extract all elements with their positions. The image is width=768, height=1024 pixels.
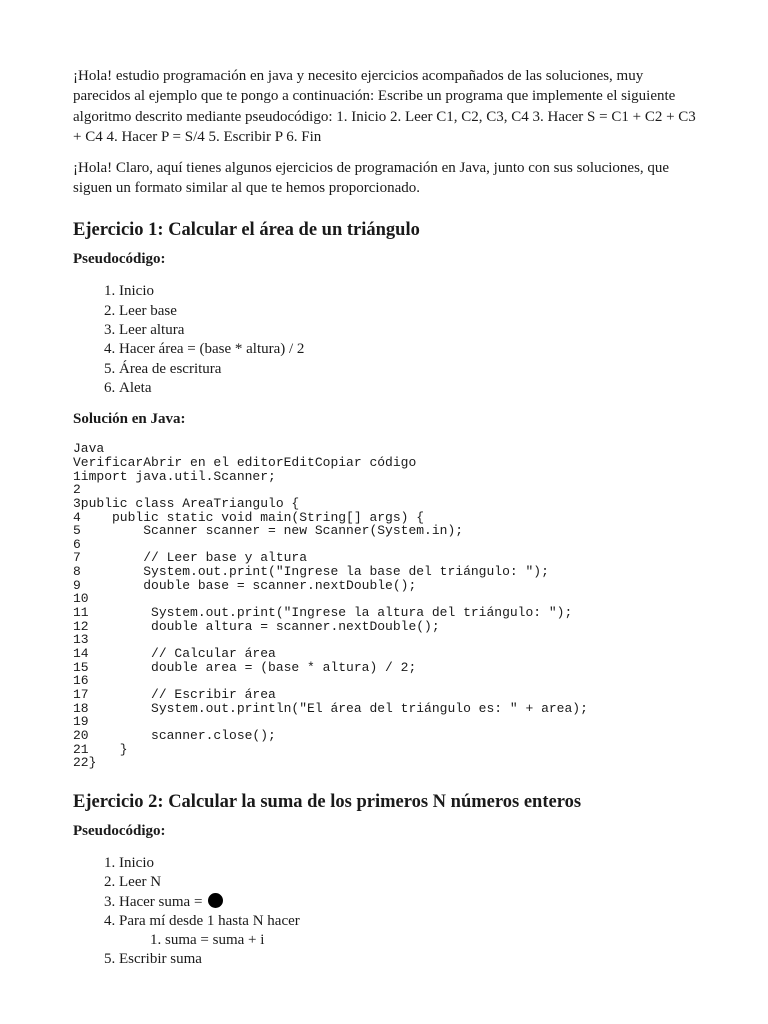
code-language-label: Java: [73, 441, 105, 457]
list-item: [119, 912, 696, 951]
code-listing: 1import java.util.Scanner; 2 3public class AreaTriangulo { 4 public static void main(String[] args) { 5 Scanner scanner = new Scanner(System.in); 6 7 // Leer base y altura 8 System.out.print("Ingrese la base del triángulo: "); 9 double base = scanner.nextDouble(); 10 11 System.out.print("Ingrese la altura del triángulo: "); 12 double altura = scanner.nextDouble(); 13 14 // Calcular área 15 double area = (base * altura) / 2; 16 17 // Escribir área 18 System.out.println("El área del triángulo es: " + area); 19 20 scanner.close(); 21 } 22}: [73, 468, 588, 771]
list-item: 2. Leer base: [119, 302, 696, 321]
exercise-1-title: Ejercicio 1: Calcular el área de un triángulo: [73, 220, 420, 241]
list-item: 3. Leer altura: [119, 321, 696, 340]
code-block: [73, 442, 696, 770]
exercise-1-steps: [73, 282, 696, 398]
exercise-2-steps: [73, 854, 696, 970]
step-text: Hacer suma =: [119, 893, 203, 910]
nested-steps: [119, 931, 696, 950]
intro-answer: ¡Hola! Claro, aquí tienes algunos ejercicios de programación en Java, junto con sus soluciones, que siguen un formato similar al que te hemos proporcionado.: [73, 159, 670, 197]
code-toolbar-text: VerificarAbrir en el editorEditCopiar código: [73, 454, 417, 470]
step-text: Para mí desde 1 hasta N hacer: [119, 912, 300, 929]
exercise-1-pseudocode-label: Pseudocódigo:: [73, 251, 166, 268]
exercise-2-pseudocode-label: Pseudocódigo:: [73, 822, 166, 839]
list-item: 4. Hacer área = (base * altura) / 2: [119, 340, 696, 359]
list-item: 1. Inicio: [119, 282, 696, 301]
step-text: Escribir suma: [119, 951, 202, 968]
list-item: 5. Área de escritura: [119, 360, 696, 379]
black-dot-icon: [208, 893, 223, 908]
list-item: [119, 873, 696, 892]
step-text: Leer N: [119, 874, 162, 891]
exercise-1-solution-label: Solución en Java:: [73, 411, 186, 428]
exercise-2-title: Ejercicio 2: Calcular la suma de los primeros N números enteros: [73, 791, 582, 812]
step-text: Inicio: [119, 854, 154, 871]
list-item: [119, 893, 696, 912]
list-item: [119, 854, 696, 873]
list-item: 6. Aleta: [119, 379, 696, 398]
list-item: 1. suma = suma + i: [165, 931, 696, 950]
list-item: [119, 950, 696, 969]
intro-question: ¡Hola! estudio programación en java y necesito ejercicios acompañados de las soluciones, muy parecidos al ejemplo que te pongo a continuación: Escribe un programa que implemente el siguiente algoritmo descrito mediante pseudocódigo: 1. Inicio 2. Leer C1, C2, C3, C4 3. Hacer S = C1 + C2 + C3 + C4 4. Hacer P = S/4 5. Escribir P 6. Fin: [73, 68, 696, 146]
